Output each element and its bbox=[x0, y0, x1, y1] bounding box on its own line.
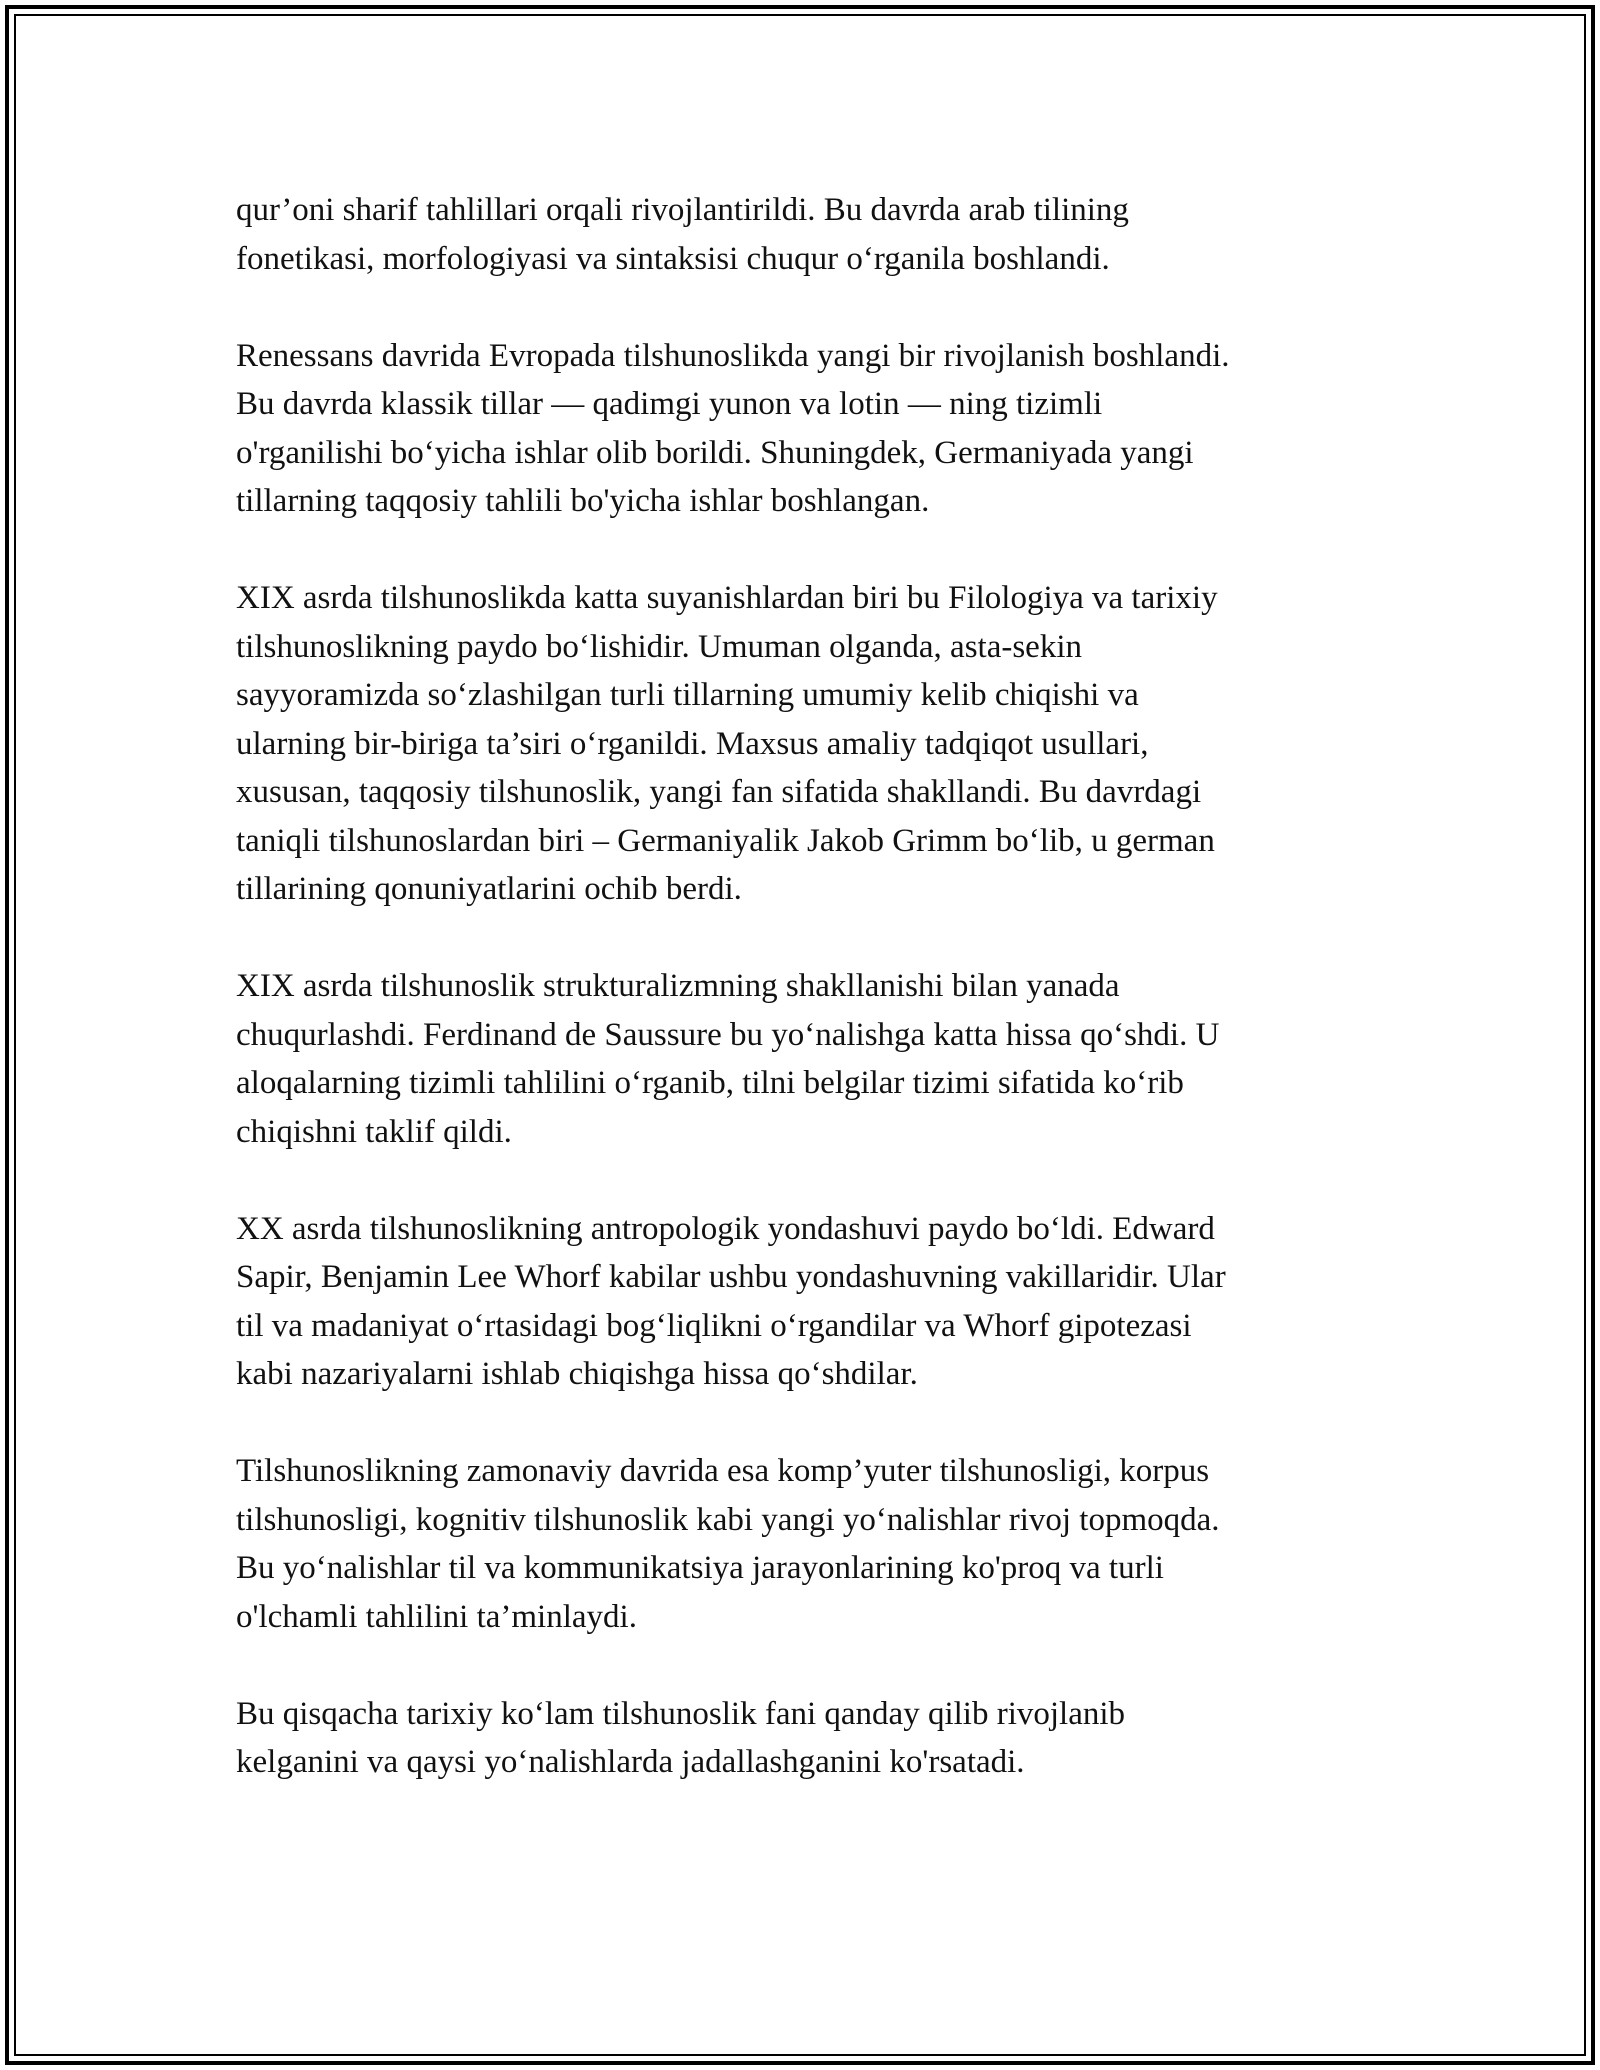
text-line: chiqishni taklif qildi. bbox=[236, 1113, 512, 1150]
text-line: tillarining qonuniyatlarini ochib berdi. bbox=[236, 871, 742, 907]
document-body bbox=[236, 186, 1366, 1787]
text-line: kelganini va qaysi yo‘nalishlarda jadallashganini ko'rsatadi. bbox=[236, 1744, 1025, 1780]
paragraph-7 bbox=[236, 1690, 1366, 1787]
paragraph-6 bbox=[236, 1447, 1366, 1641]
paragraph-3 bbox=[236, 574, 1366, 914]
text-line: ularning bir-biriga ta’siri o‘rganildi. Maxsus amaliy tadqiqot usullari, bbox=[236, 725, 1149, 762]
text-line: Tilshunoslikning zamonaviy davrida esa komp’yuter tilshunosligi, korpus bbox=[236, 1453, 1210, 1489]
text-line: til va madaniyat o‘rtasidagi bog‘liqlikni o‘rgandilar va Whorf gipotezasi bbox=[236, 1307, 1192, 1344]
text-line: tilshunosligi, kognitiv tilshunoslik kabi yangi yo‘nalishlar rivoj topmoqda. bbox=[236, 1501, 1220, 1538]
text-line: fonetikasi, morfologiyasi va sintaksisi chuqur o‘rganila boshlandi. bbox=[236, 240, 1110, 277]
text-line: tillarning taqqosiy tahlili bo'yicha ishlar boshlangan. bbox=[236, 483, 930, 519]
text-line: Bu davrda klassik tillar — qadimgi yunon va lotin — ning tizimli bbox=[236, 386, 1103, 422]
text-line: o'lchamli tahlilini ta’minlaydi. bbox=[236, 1598, 637, 1635]
text-line: XIX asrda tilshunoslik strukturalizmning shakllanishi bilan yanada bbox=[236, 968, 1120, 1004]
text-line: Bu yo‘nalishlar til va kommunikatsiya jarayonlarining ko'proq va turli bbox=[236, 1550, 1164, 1586]
paragraph-1 bbox=[236, 186, 1366, 283]
text-line: aloqalarning tizimli tahlilini o‘rganib, tilni belgilar tizimi sifatida ko‘rib bbox=[236, 1065, 1184, 1101]
text-line: qur’oni sharif tahlillari orqali rivojlantirildi. Bu davrda arab tilining bbox=[236, 192, 1129, 228]
paragraph-5 bbox=[236, 1205, 1366, 1399]
text-line: Bu qisqacha tarixiy ko‘lam tilshunoslik fani qanday qilib rivojlanib bbox=[236, 1695, 1126, 1732]
text-line: sayyoramizda so‘zlashilgan turli tillarning umumiy kelib chiqishi va bbox=[236, 677, 1139, 713]
text-line: kabi nazariyalarni ishlab chiqishga hissa qo‘shdilar. bbox=[236, 1356, 918, 1392]
text-line: Sapir, Benjamin Lee Whorf kabilar ushbu yondashuvning vakillaridir. Ular bbox=[236, 1259, 1226, 1295]
text-line: taniqli tilshunoslardan biri – Germaniyalik Jakob Grimm bo‘lib, u german bbox=[236, 822, 1215, 859]
text-line: o'rganilishi bo‘yicha ishlar olib borildi. Shuningdek, Germaniyada yangi bbox=[236, 434, 1194, 471]
text-line: chuqurlashdi. Ferdinand de Saussure bu yo‘nalishga katta hissa qo‘shdi. U bbox=[236, 1016, 1220, 1053]
text-line: XX asrda tilshunoslikning antropologik yondashuvi paydo bo‘ldi. Edward bbox=[236, 1210, 1215, 1247]
text-line: Renessans davrida Evropada tilshunoslikda yangi bir rivojlanish boshlandi. bbox=[236, 337, 1230, 374]
paragraph-4 bbox=[236, 962, 1366, 1156]
text-line: tilshunoslikning paydo bo‘lishidir. Umuman olganda, asta-sekin bbox=[236, 628, 1082, 665]
text-line: XIX asrda tilshunoslikda katta suyanishlardan biri bu Filologiya va tarixiy bbox=[236, 580, 1218, 616]
paragraph-2 bbox=[236, 332, 1366, 526]
text-line: xususan, taqqosiy tilshunoslik, yangi fan sifatida shakllandi. Bu davrdagi bbox=[236, 774, 1202, 810]
